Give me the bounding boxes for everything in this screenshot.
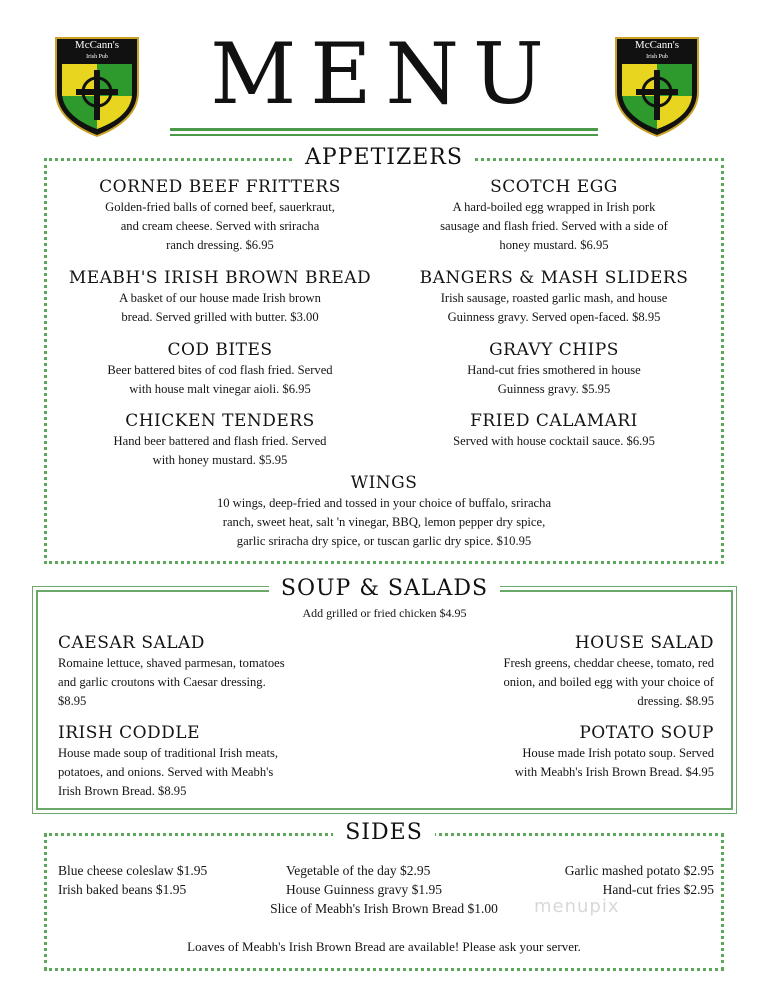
menu-title: MENU (210, 25, 558, 123)
item-desc: Served with house cocktail sauce. $6.95 (453, 434, 655, 448)
item-name: IRISH CODDLE (58, 723, 201, 743)
item-name: HOUSE SALAD (574, 633, 714, 653)
side-item: Garlic mashed potato $2.95 (564, 863, 714, 878)
sides-footer-note: Loaves of Meabh's Irish Brown Bread are available! Please ask your server. (187, 939, 581, 954)
item-desc: onion, and boiled egg with your choice of (503, 675, 714, 689)
menu-item (60, 267, 380, 327)
add-chicken-note: Add grilled or fried chicken $4.95 (302, 606, 467, 620)
menu-item (394, 267, 714, 327)
item-desc: potatoes, and onions. Served with Meabh's (58, 765, 274, 779)
item-desc: $8.95 (58, 694, 87, 708)
item-desc: with house malt vinegar aioli. $6.95 (129, 382, 311, 396)
side-item: Blue cheese coleslaw $1.95 (58, 863, 208, 878)
menu-item (60, 339, 380, 399)
item-name: CAESAR SALAD (58, 633, 205, 653)
item-desc: Irish sausage, roasted garlic mash, and house (440, 291, 668, 305)
item-name: MEABH'S IRISH BROWN BREAD (68, 268, 372, 288)
menu-item (60, 410, 380, 470)
watermark: menupix (534, 896, 620, 917)
item-name: BANGERS & MASH SLIDERS (419, 268, 689, 288)
item-desc: ranch, sweet heat, salt 'n vinegar, BBQ, lemon pepper dry spice, (222, 515, 546, 529)
item-name: SCOTCH EGG (490, 177, 618, 197)
item-name: FRIED CALAMARI (470, 411, 638, 431)
item-desc: with honey mustard. $5.95 (152, 453, 288, 467)
item-desc: honey mustard. $6.95 (499, 238, 609, 252)
item-desc: House made Irish potato soup. Served (522, 746, 714, 760)
item-desc: garlic sriracha dry spice, or tuscan garlic dry spice. $10.95 (236, 534, 532, 548)
item-desc: sausage and flash fried. Served with a side of (440, 219, 668, 233)
item-desc: and garlic croutons with Caesar dressing. (58, 675, 266, 689)
logo-name: McCann's (74, 39, 120, 51)
pub-logo-right (612, 34, 702, 138)
item-desc: Hand-cut fries smothered in house (467, 363, 641, 377)
item-desc: 10 wings, deep-fried and tossed in your choice of buffalo, sriracha (216, 496, 552, 510)
pub-logo-left (52, 34, 142, 138)
item-desc: ranch dressing. $6.95 (166, 238, 274, 252)
item-name: COD BITES (167, 340, 273, 360)
side-item: Slice of Meabh's Irish Brown Bread $1.00 (270, 901, 498, 916)
logo-sub: Irish Pub (646, 54, 668, 60)
item-desc: with Meabh's Irish Brown Bread. $4.95 (514, 765, 714, 779)
item-desc: Golden-fried balls of corned beef, sauerkraut, (105, 200, 335, 214)
item-desc: Guinness gravy. $5.95 (497, 382, 611, 396)
logo-sub: Irish Pub (86, 54, 108, 60)
item-desc: Romaine lettuce, shaved parmesan, tomatoes (58, 656, 285, 670)
menu-item (394, 722, 714, 782)
side-item: Hand-cut fries $2.95 (602, 882, 714, 897)
side-item: House Guinness gravy $1.95 (286, 882, 442, 897)
item-desc: Hand beer battered and flash fried. Served (113, 434, 327, 448)
item-desc: Irish Brown Bread. $8.95 (58, 784, 187, 798)
soups-title: SOUP & SALADS (38, 576, 731, 601)
menu-item (394, 410, 714, 451)
item-desc: bread. Served grilled with butter. $3.00 (121, 310, 319, 324)
item-desc: A hard-boiled egg wrapped in Irish pork (452, 200, 656, 214)
logo-name: McCann's (634, 39, 680, 51)
item-desc: and cream cheese. Served with sriracha (120, 219, 320, 233)
item-name: WINGS (350, 473, 418, 493)
shield-crest-icon (612, 34, 702, 138)
side-item: Irish baked beans $1.95 (58, 882, 187, 897)
menu-item-wings (90, 472, 678, 551)
item-desc: A basket of our house made Irish brown (119, 291, 321, 305)
menu-item (58, 722, 378, 801)
menu-item (58, 632, 378, 711)
menu-item (394, 339, 714, 399)
item-name: GRAVY CHIPS (489, 340, 619, 360)
appetizers-title: APPETIZERS (47, 145, 721, 170)
item-name: POTATO SOUP (579, 723, 714, 743)
side-item: Vegetable of the day $2.95 (286, 863, 431, 878)
item-desc: Beer battered bites of cod flash fried. Served (107, 363, 333, 377)
menu-item (394, 176, 714, 255)
item-desc: Fresh greens, cheddar cheese, tomato, red (503, 656, 714, 670)
item-desc: House made soup of traditional Irish meats, (58, 746, 278, 760)
item-name: CHICKEN TENDERS (125, 411, 315, 431)
menu-item (60, 176, 380, 255)
item-desc: Guinness gravy. Served open-faced. $8.95 (447, 310, 661, 324)
sides-title: SIDES (47, 820, 721, 845)
item-desc: dressing. $8.95 (637, 694, 714, 708)
menu-item (394, 632, 714, 711)
title-divider (170, 128, 598, 131)
item-name: CORNED BEEF FRITTERS (99, 177, 341, 197)
title-divider (170, 134, 598, 136)
shield-crest-icon (52, 34, 142, 138)
